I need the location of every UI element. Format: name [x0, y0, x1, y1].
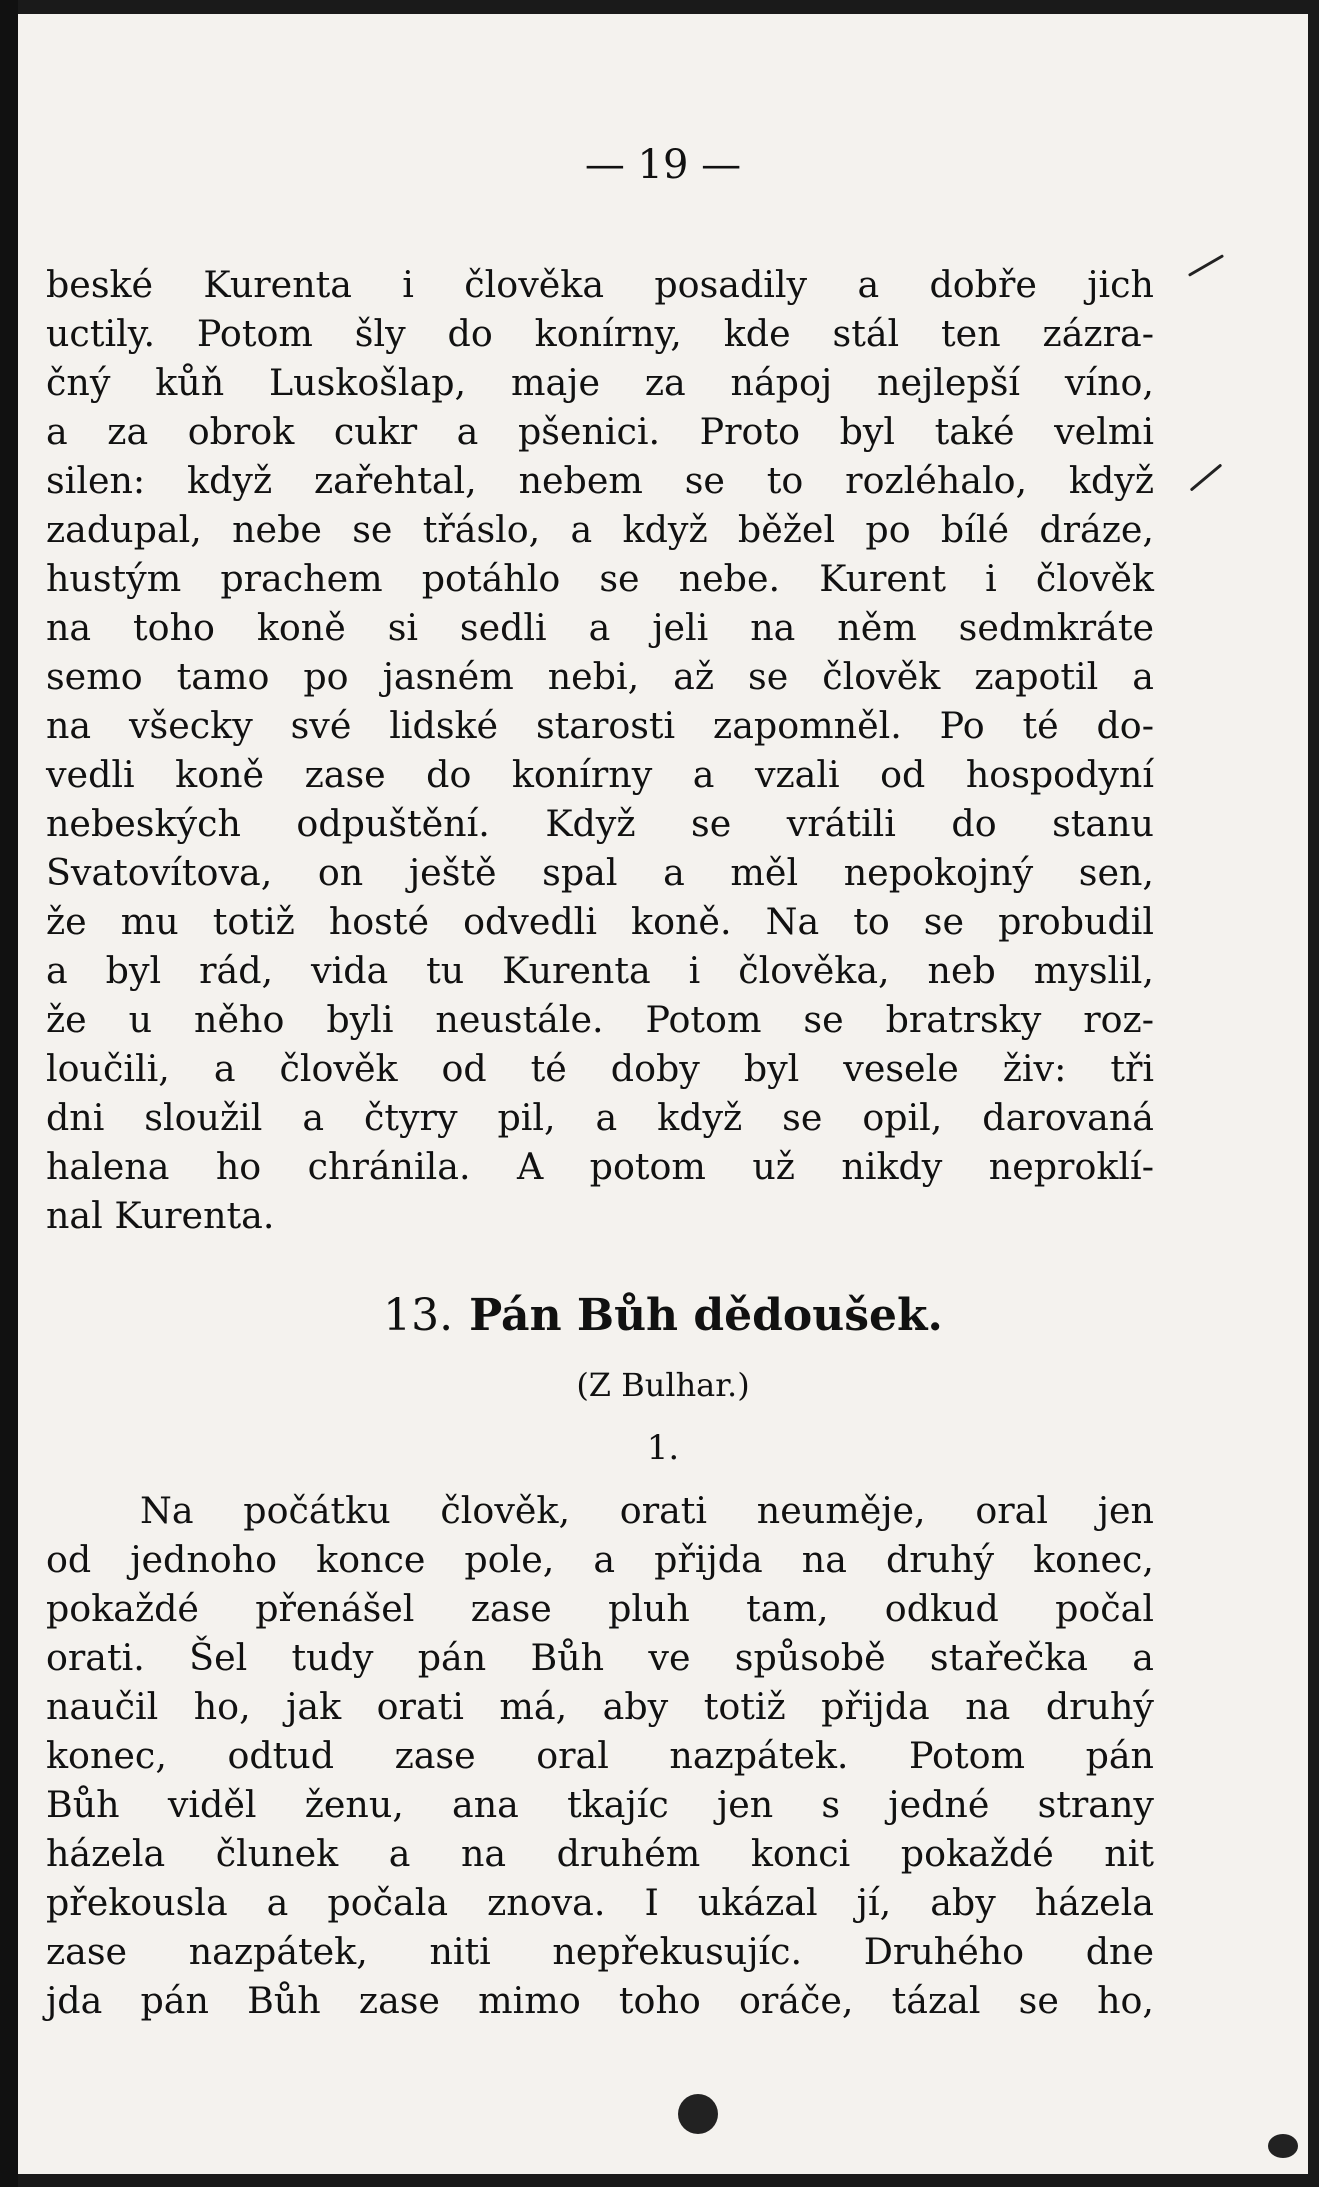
text-line: a za obrok cukr a pšenici. Proto byl také velmi: [46, 410, 1154, 453]
ink-speck: [1268, 2134, 1298, 2158]
text-line: že u něho byli neustále. Potom se bratrsky roz-: [46, 998, 1154, 1041]
text-line: zase nazpátek, niti nepřekusujíc. Druhého dne: [46, 1930, 1154, 1973]
text-line: Na počátku člověk, orati neuměje, oral jen: [140, 1489, 1154, 1532]
text-line: jda pán Bůh zase mimo toho oráče, tázal se ho,: [46, 1979, 1154, 2022]
ink-speck: [678, 2094, 718, 2134]
text-line: házela člunek a na druhém konci pokaždé nit: [46, 1832, 1154, 1875]
text-line: zadupal, nebe se třáslo, a když běžel po bílé dráze,: [46, 508, 1154, 551]
text-line: halena ho chránila. A potom už nikdy neproklí-: [46, 1145, 1154, 1188]
text-line: beské Kurenta i člověka posadily a dobře jich: [46, 263, 1154, 306]
text-line: překousla a počala znova. I ukázal jí, aby házela: [46, 1881, 1154, 1924]
text-line: Svatovítova, on ještě spal a měl nepokojný sen,: [46, 851, 1154, 894]
book-binding-edge: [0, 0, 18, 2187]
text-line: nal Kurenta.: [46, 1194, 275, 1237]
section-number: 1.: [646, 1428, 680, 1468]
text-line: konec, odtud zase oral nazpátek. Potom pán: [46, 1734, 1154, 1777]
text-line: Bůh viděl ženu, ana tkajíc jen s jedné strany: [46, 1783, 1154, 1826]
text-line: čný kůň Luskošlap, maje za nápoj nejlepší víno,: [46, 361, 1154, 404]
chapter-subtitle: (Z Bulhar.): [576, 1366, 750, 1404]
paragraph-continued: [46, 260, 1154, 1240]
text-line: že mu totiž hosté odvedli koně. Na to se probudil: [46, 900, 1154, 943]
text-line: na všecky své lidské starosti zapomněl. Po té do-: [46, 704, 1154, 747]
text-line: silen: když zařehtal, nebem se to rozléhalo, když: [46, 459, 1154, 502]
text-line: od jednoho konce pole, a přijda na druhý konec,: [46, 1538, 1154, 1581]
text-line: pokaždé přenášel zase pluh tam, odkud počal: [46, 1587, 1154, 1630]
text-line: loučili, a člověk od té doby byl vesele živ: tři: [46, 1047, 1154, 1090]
chapter-number: 13.: [383, 1290, 454, 1341]
book-page: [18, 14, 1308, 2174]
text-line: nebeských odpuštění. Když se vrátili do stanu: [46, 802, 1154, 845]
ink-speck: [1188, 254, 1224, 277]
chapter-heading: [18, 1290, 1308, 1341]
page-number: — 19 —: [584, 142, 742, 188]
text-line: semo tamo po jasném nebi, až se člověk zapotil a: [46, 655, 1154, 698]
ink-speck: [1190, 463, 1223, 491]
text-line: uctily. Potom šly do konírny, kde stál ten zázra-: [46, 312, 1154, 355]
text-line: a byl rád, vida tu Kurenta i člověka, neb myslil,: [46, 949, 1154, 992]
text-line: orati. Šel tudy pán Bůh ve spůsobě stařečka a: [46, 1636, 1154, 1679]
text-line: dni sloužil a čtyry pil, a když se opil, darovaná: [46, 1096, 1154, 1139]
text-line: naučil ho, jak orati má, aby totiž přijda na druhý: [46, 1685, 1154, 1728]
chapter-title: Pán Bůh dědoušek.: [469, 1290, 943, 1341]
text-line: hustým prachem potáhlo se nebe. Kurent i člověk: [46, 557, 1154, 600]
paragraph-story: [46, 1486, 1154, 2025]
text-line: vedli koně zase do konírny a vzali od hospodyní: [46, 753, 1154, 796]
text-line: na toho koně si sedli a jeli na něm sedmkráte: [46, 606, 1154, 649]
